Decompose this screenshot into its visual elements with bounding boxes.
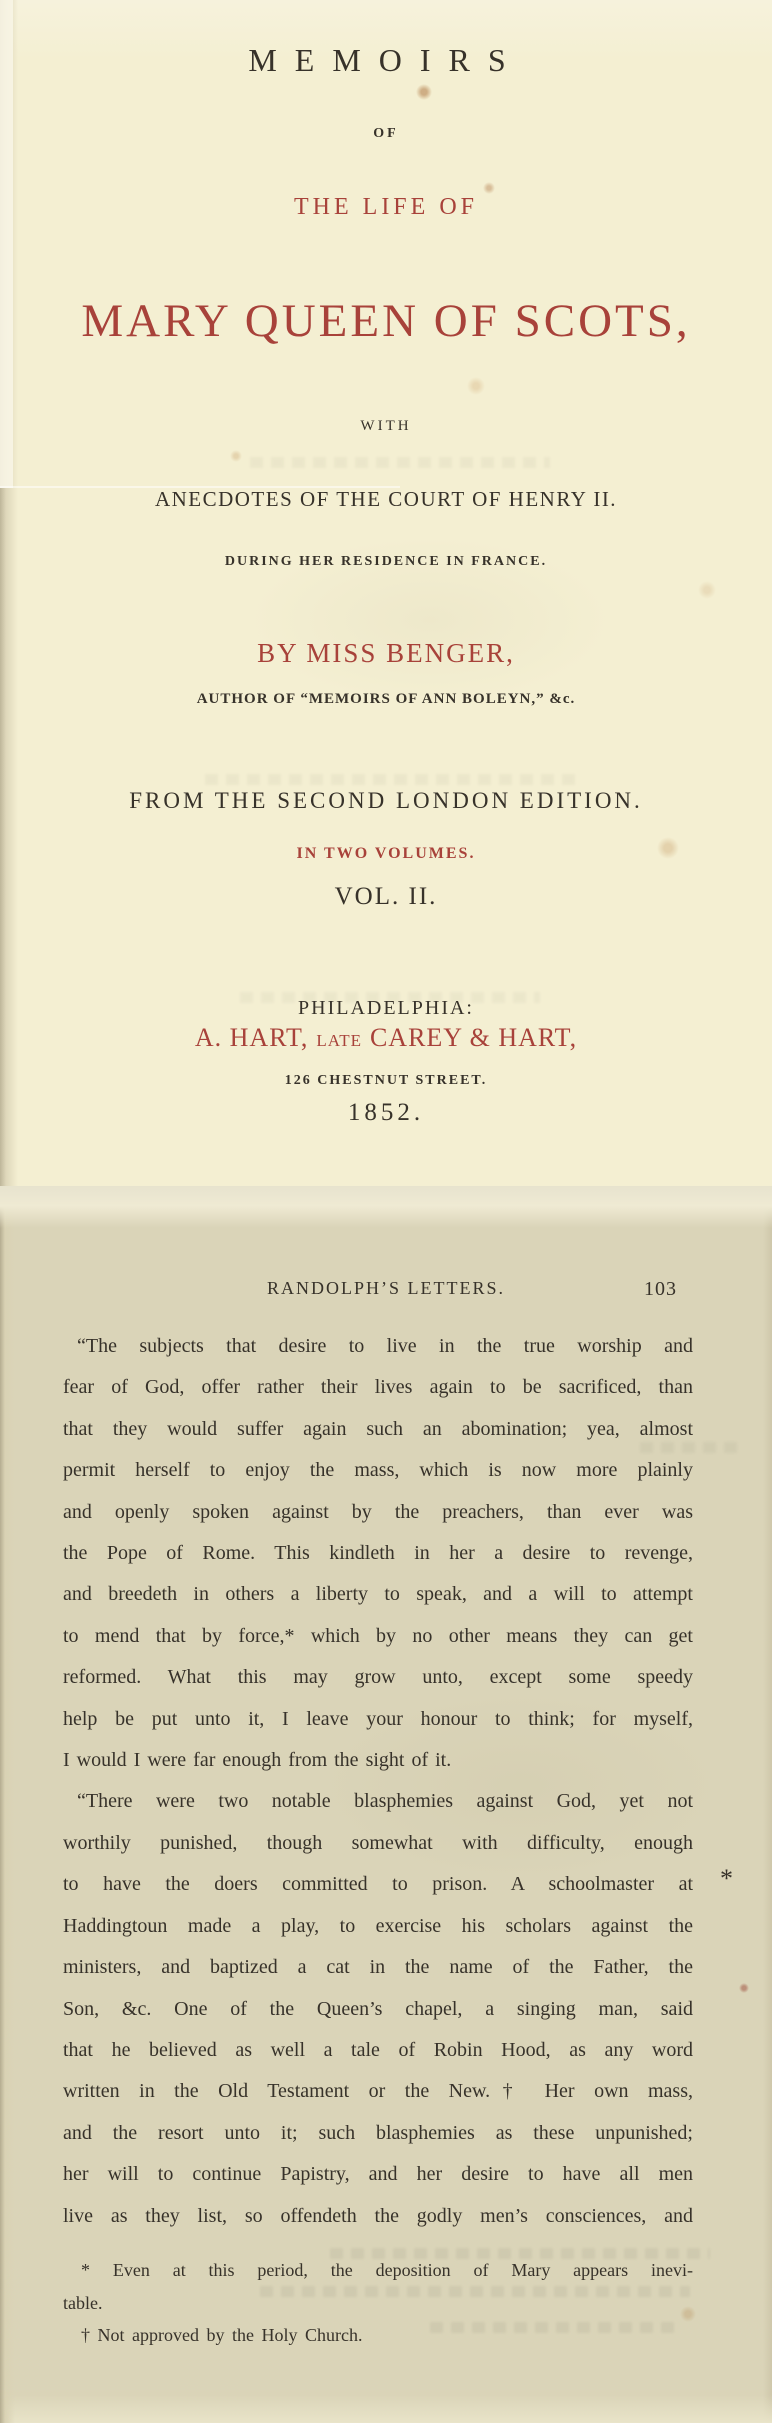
body-line: Son, &c. One of the Queen’s chapel, a singing man, said [63,1997,693,2020]
title-line-life-of: THE LIFE OF [294,194,478,220]
main-title: MARY QUEEN OF SCOTS, [81,295,691,347]
imprint-address: 126 CHESTNUT STREET. [284,1073,488,1088]
body-line: permit herself to enjoy the mass, which is now more plainly [63,1459,693,1482]
body-line: reformed. What this may grow unto, except some speedy [63,1666,693,1689]
show-through-smudge [250,457,550,468]
body-line: that they would suffer again such an abomination; yea, almost [63,1417,693,1440]
body-line: the Pope of Rome. This kindleth in her a desire to revenge, [63,1542,693,1565]
subtitle-secondary: DURING HER RESIDENCE IN FRANCE. [224,554,548,569]
footnote-line: table. [63,2292,103,2313]
margin-asterisk: * [720,1864,733,1893]
body-line: that he believed as well a tale of Robin Hood, as any word [63,2038,693,2061]
body-line: fear of God, offer rather their lives again to be sacrificed, than [63,1376,693,1399]
body-line: and the resort unto it; such blasphemies as these unpunished; [63,2121,693,2144]
show-through-smudge [205,774,575,785]
edition-note: FROM THE SECOND LONDON EDITION. [129,788,643,813]
imprint-year: 1852. [347,1099,425,1126]
body-line: “The subjects that desire to live in the true worship and [77,1335,693,1357]
volumes-note: IN TWO VOLUMES. [296,845,476,862]
body-line: help be put unto it, I leave your honour to think; for myself, [63,1707,693,1730]
text-page [0,1186,772,2423]
body-text [63,1326,693,2237]
body-line: written in the Old Testament or the New.† Her own mass, [63,2080,693,2103]
title-line-of: OF [373,126,399,141]
subtitle: ANECDOTES OF THE COURT OF HENRY II. [154,487,618,511]
body-line: Haddingtoun made a play, to exercise his scholars against the [63,1914,693,1937]
body-line: to mend that by force,* which by no other means they can get [63,1624,693,1647]
publisher-late: LATE [316,1031,362,1050]
footnote-line: * Even at this period, the deposition of Mary appears inevi- [81,2260,693,2280]
volume-number: VOL. II. [334,883,438,910]
imprint-city: PHILADELPHIA: [298,997,474,1019]
publisher-suffix: CAREY & HART, [369,1023,578,1052]
body-line: to have the doers committed to prison. A schoolmaster at [63,1873,693,1896]
body-line: ministers, and baptized a cat in the name of the Father, the [63,1956,693,1979]
publisher-prefix: A. HART, [194,1023,309,1052]
body-line: her will to continue Papistry, and her desire to have all men [63,2163,693,2186]
title-page [0,0,772,1186]
body-line: and openly spoken against by the preachers, than ever was [63,1500,693,1523]
body-line: “There were two notable blasphemies against God, yet not [77,1790,693,1813]
footnote-line: † Not approved by the Holy Church. [81,2325,363,2345]
author-note: AUTHOR OF “MEMOIRS OF ANN BOLEYN,” &c. [196,691,576,707]
title-line-memoirs: MEMOIRS [248,42,524,78]
title-line-with: WITH [360,418,412,434]
byline: BY MISS BENGER, [257,638,515,668]
imprint-publisher [0,1023,772,1053]
running-header: RANDOLPH’S LETTERS. [266,1278,505,1298]
footnotes [63,2254,693,2352]
body-line: worthily punished, though somewhat with difficulty, enough [63,1831,693,1854]
page-number: 103 [644,1278,677,1300]
body-line: I would I were far enough from the sight of it. [63,1749,452,1772]
body-line: and breedeth in others a liberty to speak, and a will to attempt [63,1583,693,1606]
body-line: live as they list, so offendeth the godly men’s consciences, and [63,2204,693,2227]
